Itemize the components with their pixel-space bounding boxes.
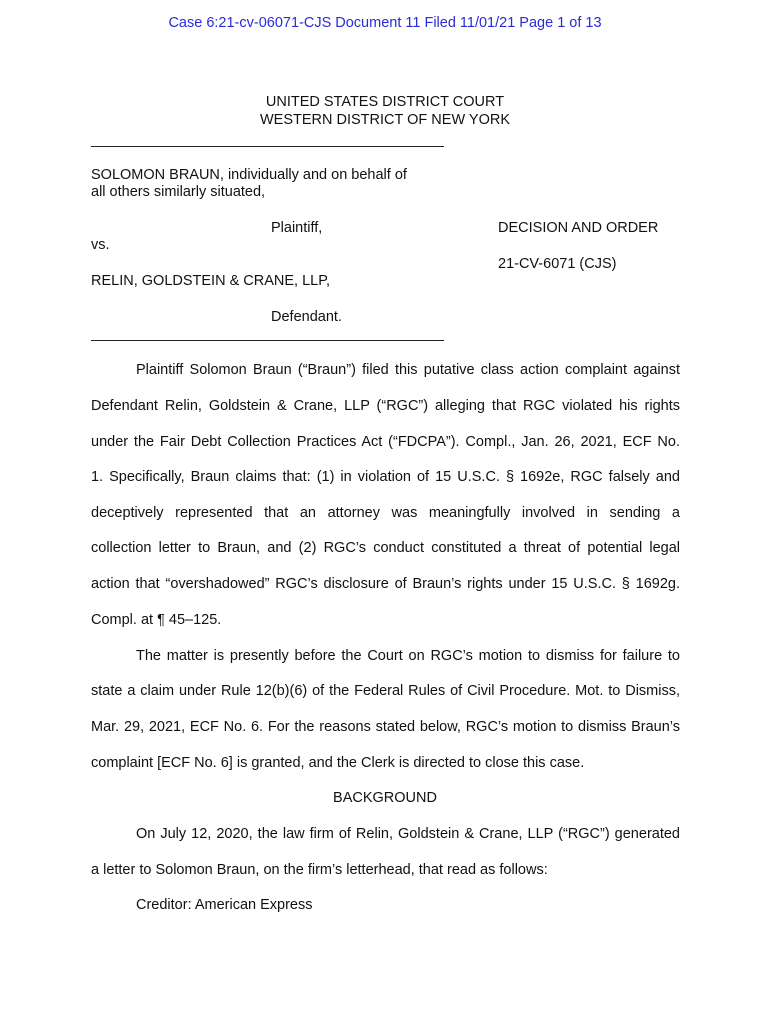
paragraph-line: On July 12, 2020, the law firm of Relin, Goldstein & Crane, LLP (“RGC”) generated bbox=[136, 826, 680, 842]
paragraph-line: a letter to Solomon Braun, on the firm’s letterhead, that read as follows: bbox=[91, 862, 548, 878]
court-district: WESTERN DISTRICT OF NEW YORK bbox=[259, 112, 510, 128]
plaintiff-description: all others similarly situated, bbox=[91, 184, 266, 200]
paragraph-line: 1. Specifically, Braun claims that: (1) in violation of 15 U.S.C. § 1692e, RGC falsely and bbox=[91, 469, 680, 485]
paragraph-line: Plaintiff Solomon Braun (“Braun”) filed this putative class action complaint against bbox=[136, 362, 680, 378]
paragraph-line: Compl. at ¶ 45–125. bbox=[91, 612, 222, 628]
paragraph-line: Mar. 29, 2021, ECF No. 6. For the reasons stated below, RGC’s motion to dismiss Braun’s bbox=[91, 719, 680, 735]
defendant-role: Defendant. bbox=[271, 309, 342, 325]
filing-header-stamp: Case 6:21-cv-06071-CJS Document 11 Filed 11/01/21 Page 1 of 13 bbox=[168, 15, 602, 31]
versus-label: vs. bbox=[91, 237, 110, 253]
section-heading: BACKGROUND bbox=[333, 790, 437, 806]
paragraph-line: collection letter to Braun, and (2) RGC’s conduct constituted a threat of potential legal bbox=[91, 540, 680, 556]
paragraph-line: state a claim under Rule 12(b)(6) of the Federal Rules of Civil Procedure. Mot. to Dismiss, bbox=[91, 683, 680, 699]
case-number: 21-CV-6071 (CJS) bbox=[498, 256, 617, 272]
paragraph-line: under the Fair Debt Collection Practices Act (“FDCPA”). Compl., Jan. 26, 2021, ECF No. bbox=[91, 434, 680, 450]
paragraph-line: action that “overshadowed” RGC’s disclosure of Braun’s rights under 15 U.S.C. § 1692g. bbox=[91, 576, 680, 592]
document-title: DECISION AND ORDER bbox=[498, 220, 659, 236]
caption-bottom-rule bbox=[91, 340, 444, 341]
paragraph-line: Defendant Relin, Goldstein & Crane, LLP (“RGC”) alleging that RGC violated his rights bbox=[91, 398, 680, 414]
creditor-line: Creditor: American Express bbox=[136, 897, 313, 913]
paragraph-line: The matter is presently before the Court on RGC’s motion to dismiss for failure to bbox=[136, 648, 680, 664]
defendant-name: RELIN, GOLDSTEIN & CRANE, LLP, bbox=[91, 273, 331, 289]
caption-top-rule bbox=[91, 146, 444, 147]
paragraph-line: deceptively represented that an attorney was meaningfully involved in sending a bbox=[91, 505, 680, 521]
court-name: UNITED STATES DISTRICT COURT bbox=[265, 94, 505, 110]
plaintiff-name: SOLOMON BRAUN, individually and on behalf of bbox=[91, 167, 407, 183]
plaintiff-role: Plaintiff, bbox=[271, 220, 323, 236]
paragraph-line: complaint [ECF No. 6] is granted, and the Clerk is directed to close this case. bbox=[91, 755, 585, 771]
